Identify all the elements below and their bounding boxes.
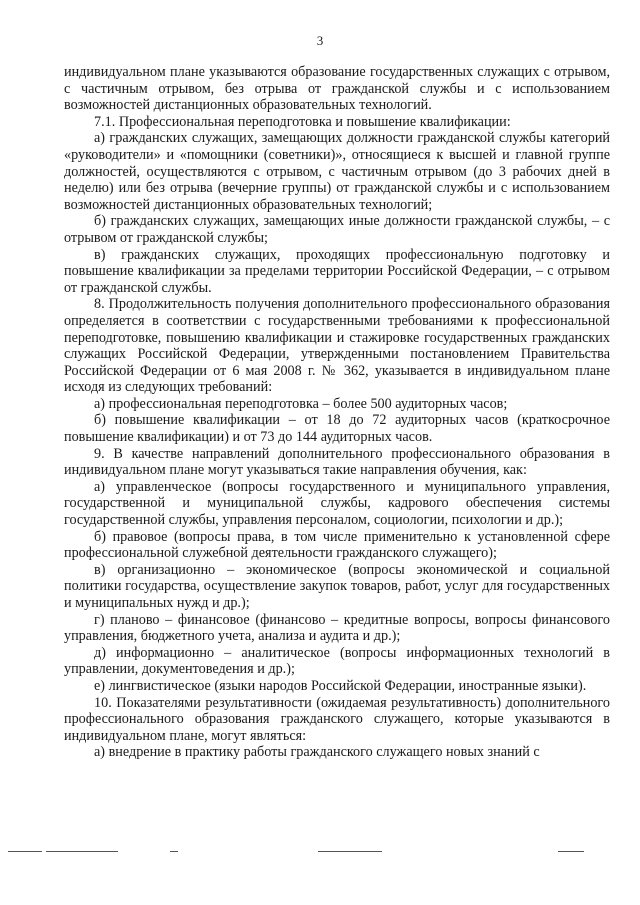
paragraph: б) гражданских служащих, замещающих иные должности гражданской службы, – с отрывом от гражданской службы; bbox=[64, 213, 610, 246]
scan-artifact-line bbox=[170, 851, 178, 852]
scan-artifact-line bbox=[46, 851, 118, 852]
paragraph: 10. Показателями результативности (ожидаемая результативность) дополнительного профессионального образования гражданского служащего, которые указываются в индивидуальном плане, могут являться: bbox=[64, 694, 610, 744]
paragraph: а) гражданских служащих, замещающих должности гражданской службы категорий «руководители» и «помощники (советники)», относящиеся к высшей и главной группе должностей, осуществляются с отрывом, с частичным отрывом (до 3 рабочих дней в неделю) или без отрыва (вечерние группы) от гражданской службы и с использованием возможностей дистанционных образовательных технологий; bbox=[64, 130, 610, 213]
paragraph: б) правовое (вопросы права, в том числе применительно к установленной сфере профессиональной служебной деятельности гражданского служащего); bbox=[64, 528, 610, 562]
paragraph: а) внедрение в практику работы гражданского служащего новых знаний с bbox=[94, 744, 540, 761]
paragraph: а) профессиональная переподготовка – более 500 аудиторных часов; bbox=[94, 395, 508, 412]
scan-artifact-line bbox=[318, 851, 382, 852]
document-body bbox=[64, 64, 610, 761]
paragraph: б) повышение квалификации – от 18 до 72 аудиторных часов (краткосрочное повышение квалификации) и от 73 до 144 аудиторных часов. bbox=[64, 412, 610, 446]
paragraph: в) организационно – экономическое (вопросы экономической и социальной политики государства, осуществление закупок товаров, работ, услуг для государственных и муниципальных нужд и др.); bbox=[64, 561, 610, 611]
scan-artifact-line bbox=[558, 851, 584, 852]
paragraph: е) лингвистическое (языки народов Российской Федерации, иностранные языки). bbox=[94, 677, 587, 694]
page-number: 3 bbox=[316, 33, 324, 48]
paragraph: 7.1. Профессиональная переподготовка и повышение квалификации: bbox=[94, 113, 511, 130]
paragraph: в) гражданских служащих, проходящих профессиональную подготовку и повышение квалификации за пределами территории Российской Федерации, – с отрывом от гражданской службы. bbox=[64, 246, 610, 296]
paragraph: а) управленческое (вопросы государственного и муниципального управления, государственной и муниципальной службы, кадрового обеспечения системы государственной службы, управления персоналом, социологии, психологии и др.); bbox=[64, 478, 610, 529]
paragraph: д) информационно – аналитическое (вопросы информационных технологий в управлении, документоведения и др.); bbox=[64, 644, 610, 678]
paragraph: г) планово – финансовое (финансово – кредитные вопросы, вопросы финансового управления, бюджетного учета, анализа и аудита и др.); bbox=[64, 611, 610, 645]
scan-artifact-line bbox=[8, 851, 42, 852]
paragraph: индивидуальном плане указываются образование государственных служащих с отрывом, с частичным отрывом, без отрыва от гражданской службы и с использованием возможностей дистанционных образовательных технологий. bbox=[64, 64, 610, 114]
paragraph: 9. В качестве направлений дополнительного профессионального образования в индивидуальном плане могут указываться такие направления обучения, как: bbox=[64, 445, 610, 479]
paragraph: 8. Продолжительность получения дополнительного профессионального образования определяется в соответствии с государственными требованиями к профессиональной переподготовке, повышению квалификации и стажировке государственных гражданских служащих Российской Федерации, утвержденными постановлением Правительства Российской Федерации от 6 мая 2008 г. № 362, указывается в индивидуальном плане исходя из следующих требований: bbox=[64, 296, 610, 396]
